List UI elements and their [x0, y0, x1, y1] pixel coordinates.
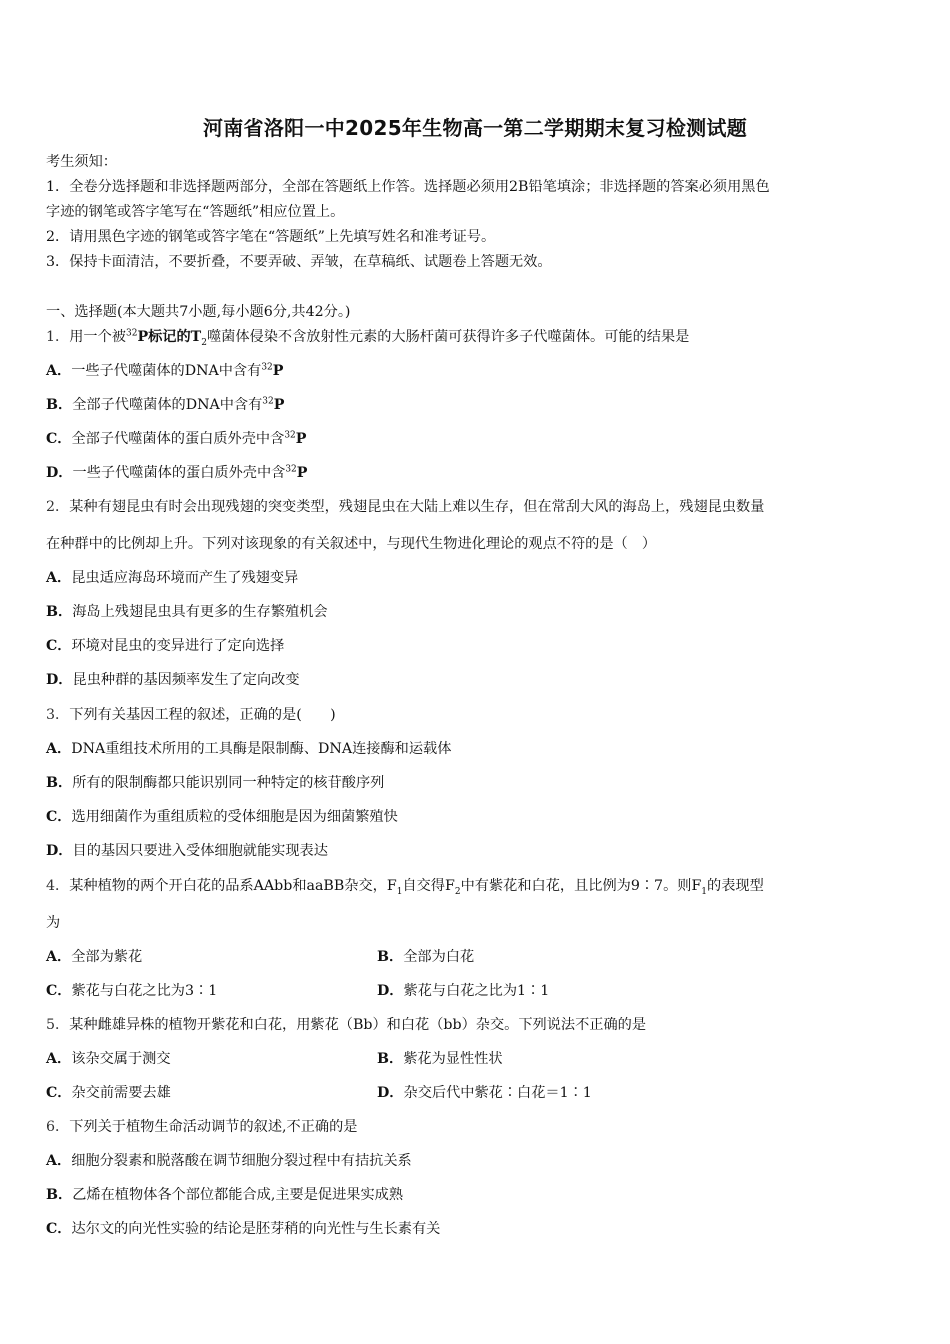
question-2-stem: 2．某种有翅昆虫有时会出现残翅的突变类型，残翅昆虫在大陆上难以生存，但在常刮大风的海岛上，残翅昆虫数量	[46, 499, 765, 515]
q5-option-b: B．紫花为显性性状	[377, 1051, 503, 1067]
q1-option-d: D．一些子代噬菌体的蛋白质外壳中含$^{32}$P	[46, 464, 308, 481]
q1-option-a: A．一些子代噬菌体的DNA中含有$^{32}$P	[46, 362, 284, 379]
question-4-stem-cont: 为	[46, 915, 61, 931]
q5-option-c: C．杂交前需要去雄	[46, 1085, 171, 1101]
q4-option-a: A．全部为紫花	[46, 949, 143, 965]
question-2-stem-cont: 在种群中的比例却上升。下列对该现象的有关叙述中，与现代生物进化理论的观点不符的是（ ）	[46, 536, 657, 552]
q6-option-c: C．达尔文的向光性实验的结论是胚芽稍的向光性与生长素有关	[46, 1221, 441, 1237]
question-5-stem: 5．某种雌雄异株的植物开紫花和白花，用紫花（Bb）和白花（bb）杂交。下列说法不正确的是	[46, 1017, 647, 1033]
q5-option-a: A．该杂交属于测交	[46, 1051, 171, 1067]
q2-option-d: D．昆虫种群的基因频率发生了定向改变	[46, 672, 300, 688]
q2-option-a: A．昆虫适应海岛环境而产生了残翅变异	[46, 570, 299, 586]
notice-heading: 考生须知：	[46, 154, 117, 170]
q3-option-d: D．目的基因只要进入受体细胞就能实现表达	[46, 843, 328, 859]
q1-option-c: C．全部子代噬菌体的蛋白质外壳中含$^{32}$P	[46, 430, 307, 447]
question-1-stem: 1．用一个被$^{32}$P标记的$T_2$噬菌体侵染不含放射性元素的大肠杆菌可获得许多子代噬菌体。可能的结果是	[46, 328, 690, 348]
question-number: 1．	[46, 329, 70, 345]
q6-option-a: A．细胞分裂素和脱落酸在调节细胞分裂过程中有拮抗关系	[46, 1153, 412, 1169]
q3-option-c: C．选用细菌作为重组质粒的受体细胞是因为细菌繁殖快	[46, 809, 398, 825]
page-title: 河南省洛阳一中2025年生物高一第二学期期末复习检测试题	[202, 116, 748, 140]
notice-item-3: 3．保持卡面清洁，不要折叠，不要弄破、弄皱，在草稿纸、试题卷上答题无效。	[46, 254, 552, 270]
notice-item-1-cont: 字迹的钢笔或答字笔写在“答题纸”相应位置上。	[46, 204, 345, 220]
section-heading: 一、选择题(本大题共7小题,每小题6分,共42分。)	[46, 304, 351, 320]
q1-option-b: B．全部子代噬菌体的DNA中含有$^{32}$P	[46, 396, 285, 413]
q2-option-c: C．环境对昆虫的变异进行了定向选择	[46, 638, 285, 654]
question-3-stem: 3．下列有关基因工程的叙述，正确的是( )	[46, 707, 336, 723]
q2-option-b: B．海岛上残翅昆虫具有更多的生存繁殖机会	[46, 604, 328, 620]
q4-option-d: D．紫花与白花之比为1∶1	[377, 983, 550, 999]
q4-option-b: B．全部为白花	[377, 949, 475, 965]
q5-option-d: D．杂交后代中紫花∶白花＝1∶1	[377, 1085, 592, 1101]
q3-option-a: A．DNA重组技术所用的工具酶是限制酶、DNA连接酶和运载体	[46, 741, 452, 757]
q6-option-b: B．乙烯在植物体各个部位都能合成,主要是促进果实成熟	[46, 1187, 404, 1203]
question-4-stem: 4．某种植物的两个开白花的品系AAbb和aaBB杂交，$F_1$自交得$F_2$中有紫花和白花，且比例为9∶7。则$F_1$的表现型	[46, 878, 764, 897]
q4-option-c: C．紫花与白花之比为3∶1	[46, 983, 218, 999]
q3-option-b: B．所有的限制酶都只能识别同一种特定的核苷酸序列	[46, 775, 385, 791]
notice-item-2: 2．请用黑色字迹的钢笔或答字笔在“答题纸”上先填写姓名和准考证号。	[46, 229, 496, 245]
notice-item-1: 1．全卷分选择题和非选择题两部分，全部在答题纸上作答。选择题必须用2B铅笔填涂；非选择题的答案必须用黑色	[46, 179, 770, 195]
question-6-stem: 6．下列关于植物生命活动调节的叙述,不正确的是	[46, 1119, 358, 1135]
